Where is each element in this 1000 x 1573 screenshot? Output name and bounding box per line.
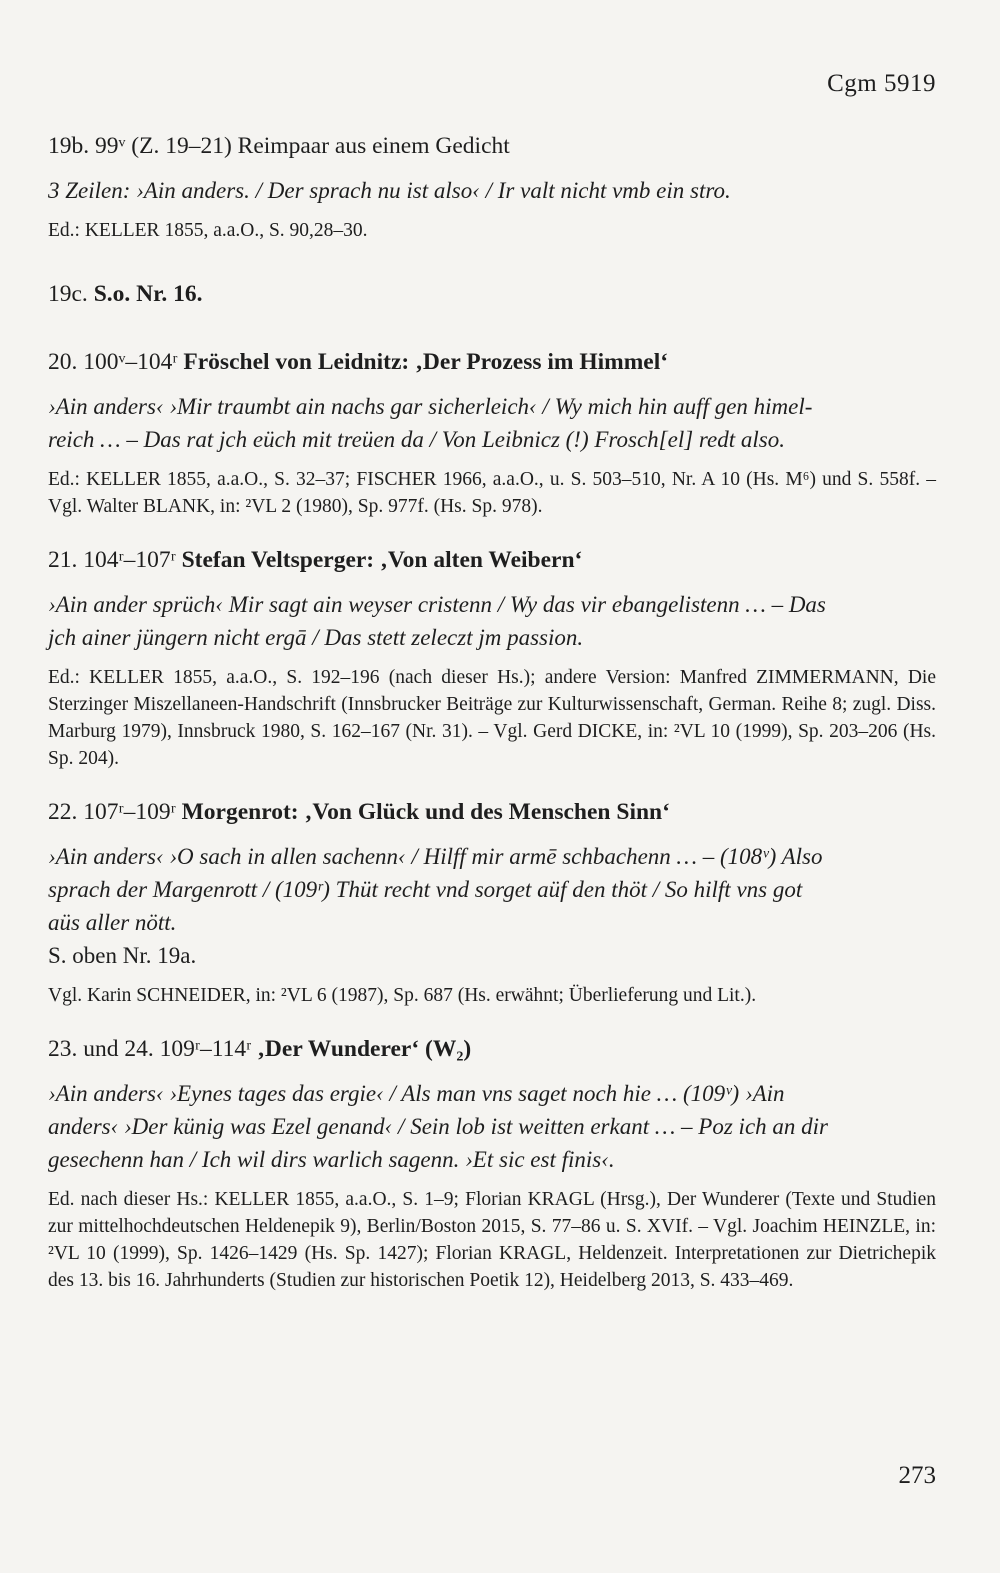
- entry-title: [48, 278, 936, 310]
- entry-title: [48, 796, 936, 828]
- entry-20: [48, 346, 936, 520]
- entry-edition: Vgl. Karin SCHNEIDER, in: ²VL 6 (1987), Sp. 687 (Hs. erwähnt; Überlieferung und Lit.).: [48, 985, 757, 1006]
- entry-heading: S.o. Nr. 16.: [93, 281, 203, 307]
- page-number: 273: [898, 1462, 936, 1489]
- entry-19b: [48, 130, 936, 244]
- entry-23-24: [48, 1033, 936, 1294]
- entry-cross-reference: S. oben Nr. 19a.: [48, 943, 197, 968]
- entry-incipit-line: 3 Zeilen: ›Ain anders. / Der sprach nu ist also‹ / Ir valt nicht vmb ein stro.: [48, 178, 731, 203]
- entry-heading: Morgenrot: ‚Von Glück und des Menschen Sinn‘: [181, 799, 670, 825]
- entry-number: 23. und 24. 109ʳ–114ʳ: [48, 1036, 258, 1062]
- entry-incipit-line: aüs aller nött.: [48, 910, 177, 935]
- entry-incipit-line: ›Ain ander sprüch‹ Mir sagt ain weyser cristenn / Wy das vir ebangelistenn … – Das: [48, 592, 826, 617]
- entry-number: 21. 104ʳ–107ʳ: [48, 547, 182, 573]
- entry-incipit-line: ›Ain anders‹ ›Eynes tages das ergie‹ / Als man vns saget noch hie … (109ᵛ) ›Ain: [48, 1081, 785, 1106]
- entry-title-text: 19b. 99ᵛ (Z. 19–21) Reimpaar aus einem Gedicht: [48, 133, 510, 159]
- entry-19c: [48, 278, 936, 310]
- entry-incipit-line: ›Ain anders‹ ›Mir traumbt ain nachs gar sicherleich‹ / Wy mich hin auff gen himel-: [48, 394, 813, 419]
- entry-heading: Fröschel von Leidnitz: ‚Der Prozess im Himmel‘: [183, 349, 669, 375]
- entry-heading: ‚Der Wunderer‘ (W₂): [257, 1036, 472, 1062]
- entry-incipit-line: ›Ain anders‹ ›O sach in allen sachenn‹ / Hilff mir armē schbachenn … – (108ᵛ) Also: [48, 844, 823, 869]
- entry-incipit-line: gesechenn han / Ich wil dirs warlich sagenn. ›Et sic est finis‹.: [48, 1147, 615, 1172]
- entry-edition: Ed. nach dieser Hs.: KELLER 1855, a.a.O., S. 1–9; Florian KRAGL (Hrsg.), Der Wunderer (Texte und Studien zur mittelhochdeutschen Heldenepik 9), Berlin/Boston 2015, S. 77–86 u. S. XVIf. – Vgl. Joachim HEINZLE, in: ²VL 10 (1999), Sp. 1426–1429 (Hs. Sp. 1427); Florian KRAGL, Heldenzeit. Interpretationen zur Dietrichepik des 13. bis 16. Jahrhunderts (Studien zur historischen Poetik 12), Heidelberg 2013, S. 433–469.: [48, 1189, 936, 1291]
- entry-22: [48, 796, 936, 1009]
- entry-incipit-line: anders‹ ›Der künig was Ezel genand‹ / Sein lob ist weitten erkant … – Poz ich an dir: [48, 1114, 828, 1139]
- entry-incipit-line: reich … – Das rat jch eüch mit treüen da / Von Leibnicz (!) Frosch[el] redt also.: [48, 427, 785, 452]
- entry-incipit-line: jch ainer jüngern nicht ergā / Das stett zeleczt jm passion.: [48, 625, 584, 650]
- entry-number: 22. 107ʳ–109ʳ: [48, 799, 182, 825]
- entry-title: [48, 130, 936, 162]
- page-content: [48, 130, 936, 1294]
- entry-number: 20. 100ᵛ–104ʳ: [48, 349, 184, 375]
- entry-title: [48, 544, 936, 576]
- entry-number: 19c.: [48, 281, 94, 307]
- entry-incipit-line: sprach der Margenrott / (109ʳ) Thüt recht vnd sorget aüf den thöt / So hilft vns got: [48, 877, 803, 902]
- entry-21: [48, 544, 936, 772]
- entry-edition: Ed.: KELLER 1855, a.a.O., S. 90,28–30.: [48, 220, 368, 241]
- page-header-signature: Cgm 5919: [827, 70, 936, 97]
- entry-title: [48, 1033, 936, 1065]
- entry-heading: Stefan Veltsperger: ‚Von alten Weibern‘: [181, 547, 583, 573]
- entry-edition: Ed.: KELLER 1855, a.a.O., S. 32–37; FISCHER 1966, a.a.O., u. S. 503–510, Nr. A 10 (Hs. M⁶) und S. 558f. – Vgl. Walter BLANK, in: ²VL 2 (1980), Sp. 977f. (Hs. Sp. 978).: [48, 469, 936, 517]
- entry-title: [48, 346, 936, 378]
- entry-edition: Ed.: KELLER 1855, a.a.O., S. 192–196 (nach dieser Hs.); andere Version: Manfred ZIMMERMANN, Die Sterzinger Miszellaneen-Handschrift (Innsbrucker Beiträge zur Kulturwissenschaft, German. Reihe 8; zugl. Diss. Marburg 1979), Innsbruck 1980, S. 162–167 (Nr. 31). – Vgl. Gerd DICKE, in: ²VL 10 (1999), Sp. 203–206 (Hs. Sp. 204).: [48, 667, 936, 769]
